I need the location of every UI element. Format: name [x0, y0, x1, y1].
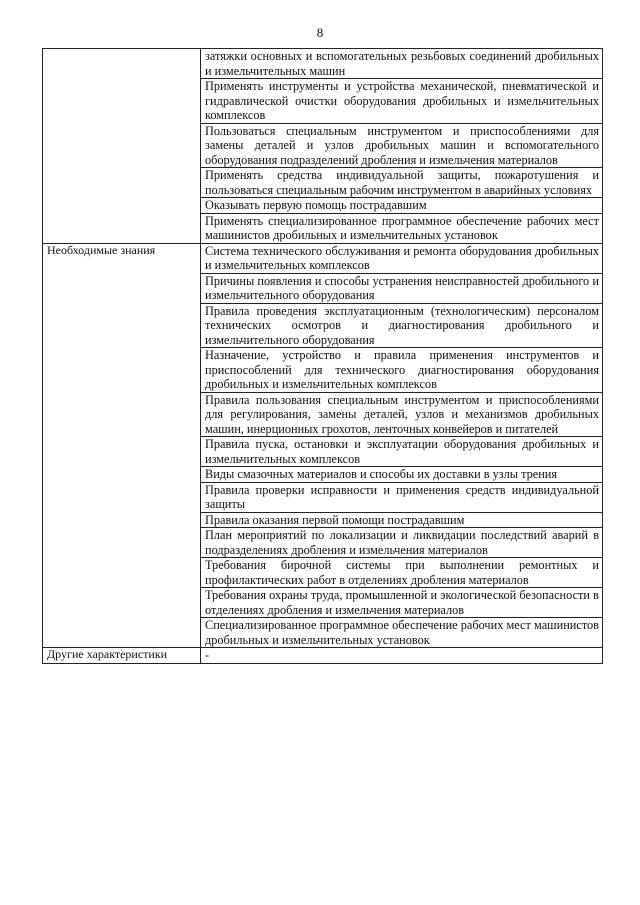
knowledge-item: Система технического обслуживания и ремонта оборудования дробильных и измельчительных комплексов [201, 243, 603, 273]
knowledge-item: Назначение, устройство и правила применения инструментов и приспособлений для технического диагностирования оборудования дробильных и измельчительных комплексов [201, 348, 603, 393]
ability-item: Оказывать первую помощь пострадавшим [201, 198, 603, 214]
other-label: Другие характеристики [43, 648, 201, 664]
knowledge-item: Правила проведения эксплуатационным (технологическим) персоналом технических осмотров и диагностирования дробильного и измельчительного оборудования [201, 303, 603, 348]
labor-function-table [42, 48, 603, 664]
ability-item: Применять специализированное программное обеспечение рабочих мест машинистов дробильных и измельчительных установок [201, 213, 603, 243]
knowledge-item: Требования охраны труда, промышленной и экологической безопасности в отделениях дробления и измельчения материалов [201, 588, 603, 618]
knowledge-item: Правила проверки исправности и применения средств индивидуальной защиты [201, 482, 603, 512]
knowledge-item: Специализированное программное обеспечение рабочих мест машинистов дробильных и измельчительных установок [201, 618, 603, 648]
other-value: - [201, 648, 603, 664]
knowledge-label: Необходимые знания [43, 243, 201, 648]
ability-item: Применять средства индивидуальной защиты, пожаротушения и пользоваться специальным рабочим инструментом в аварийных условиях [201, 168, 603, 198]
page-number: 8 [316, 25, 324, 40]
table-row [43, 243, 603, 273]
knowledge-item: Причины появления и способы устранения неисправностей дробильного и измельчительного оборудования [201, 273, 603, 303]
ability-item: Применять инструменты и устройства механической, пневматической и гидравлической очистки оборудования дробильных и измельчительных комплексов [201, 79, 603, 124]
table-row [43, 648, 603, 664]
abilities-label-cell [43, 49, 201, 244]
ability-item: Пользоваться специальным инструментом и приспособлениями для замены деталей и узлов дробильных машин и вспомогательного оборудования подразделений дробления и измельчения материалов [201, 123, 603, 168]
table-row [43, 49, 603, 79]
knowledge-item: План мероприятий по локализации и ликвидации последствий аварий в подразделениях дробления и измельчения материалов [201, 528, 603, 558]
ability-item: затяжки основных и вспомогательных резьбовых соединений дробильных и измельчительных машин [201, 49, 603, 79]
knowledge-item: Правила пользования специальным инструментом и приспособлениями для регулирования, замены деталей, узлов и механизмов дробильных машин, инерционных грохотов, ленточных конвейеров и питателей [201, 392, 603, 437]
knowledge-item: Правила пуска, остановки и эксплуатации оборудования дробильных и измельчительных комплексов [201, 437, 603, 467]
knowledge-item: Правила оказания первой помощи пострадавшим [201, 512, 603, 528]
knowledge-item: Виды смазочных материалов и способы их доставки в узлы трения [201, 467, 603, 483]
knowledge-item: Требования бирочной системы при выполнении ремонтных и профилактических работ в отделениях дробления материалов [201, 558, 603, 588]
